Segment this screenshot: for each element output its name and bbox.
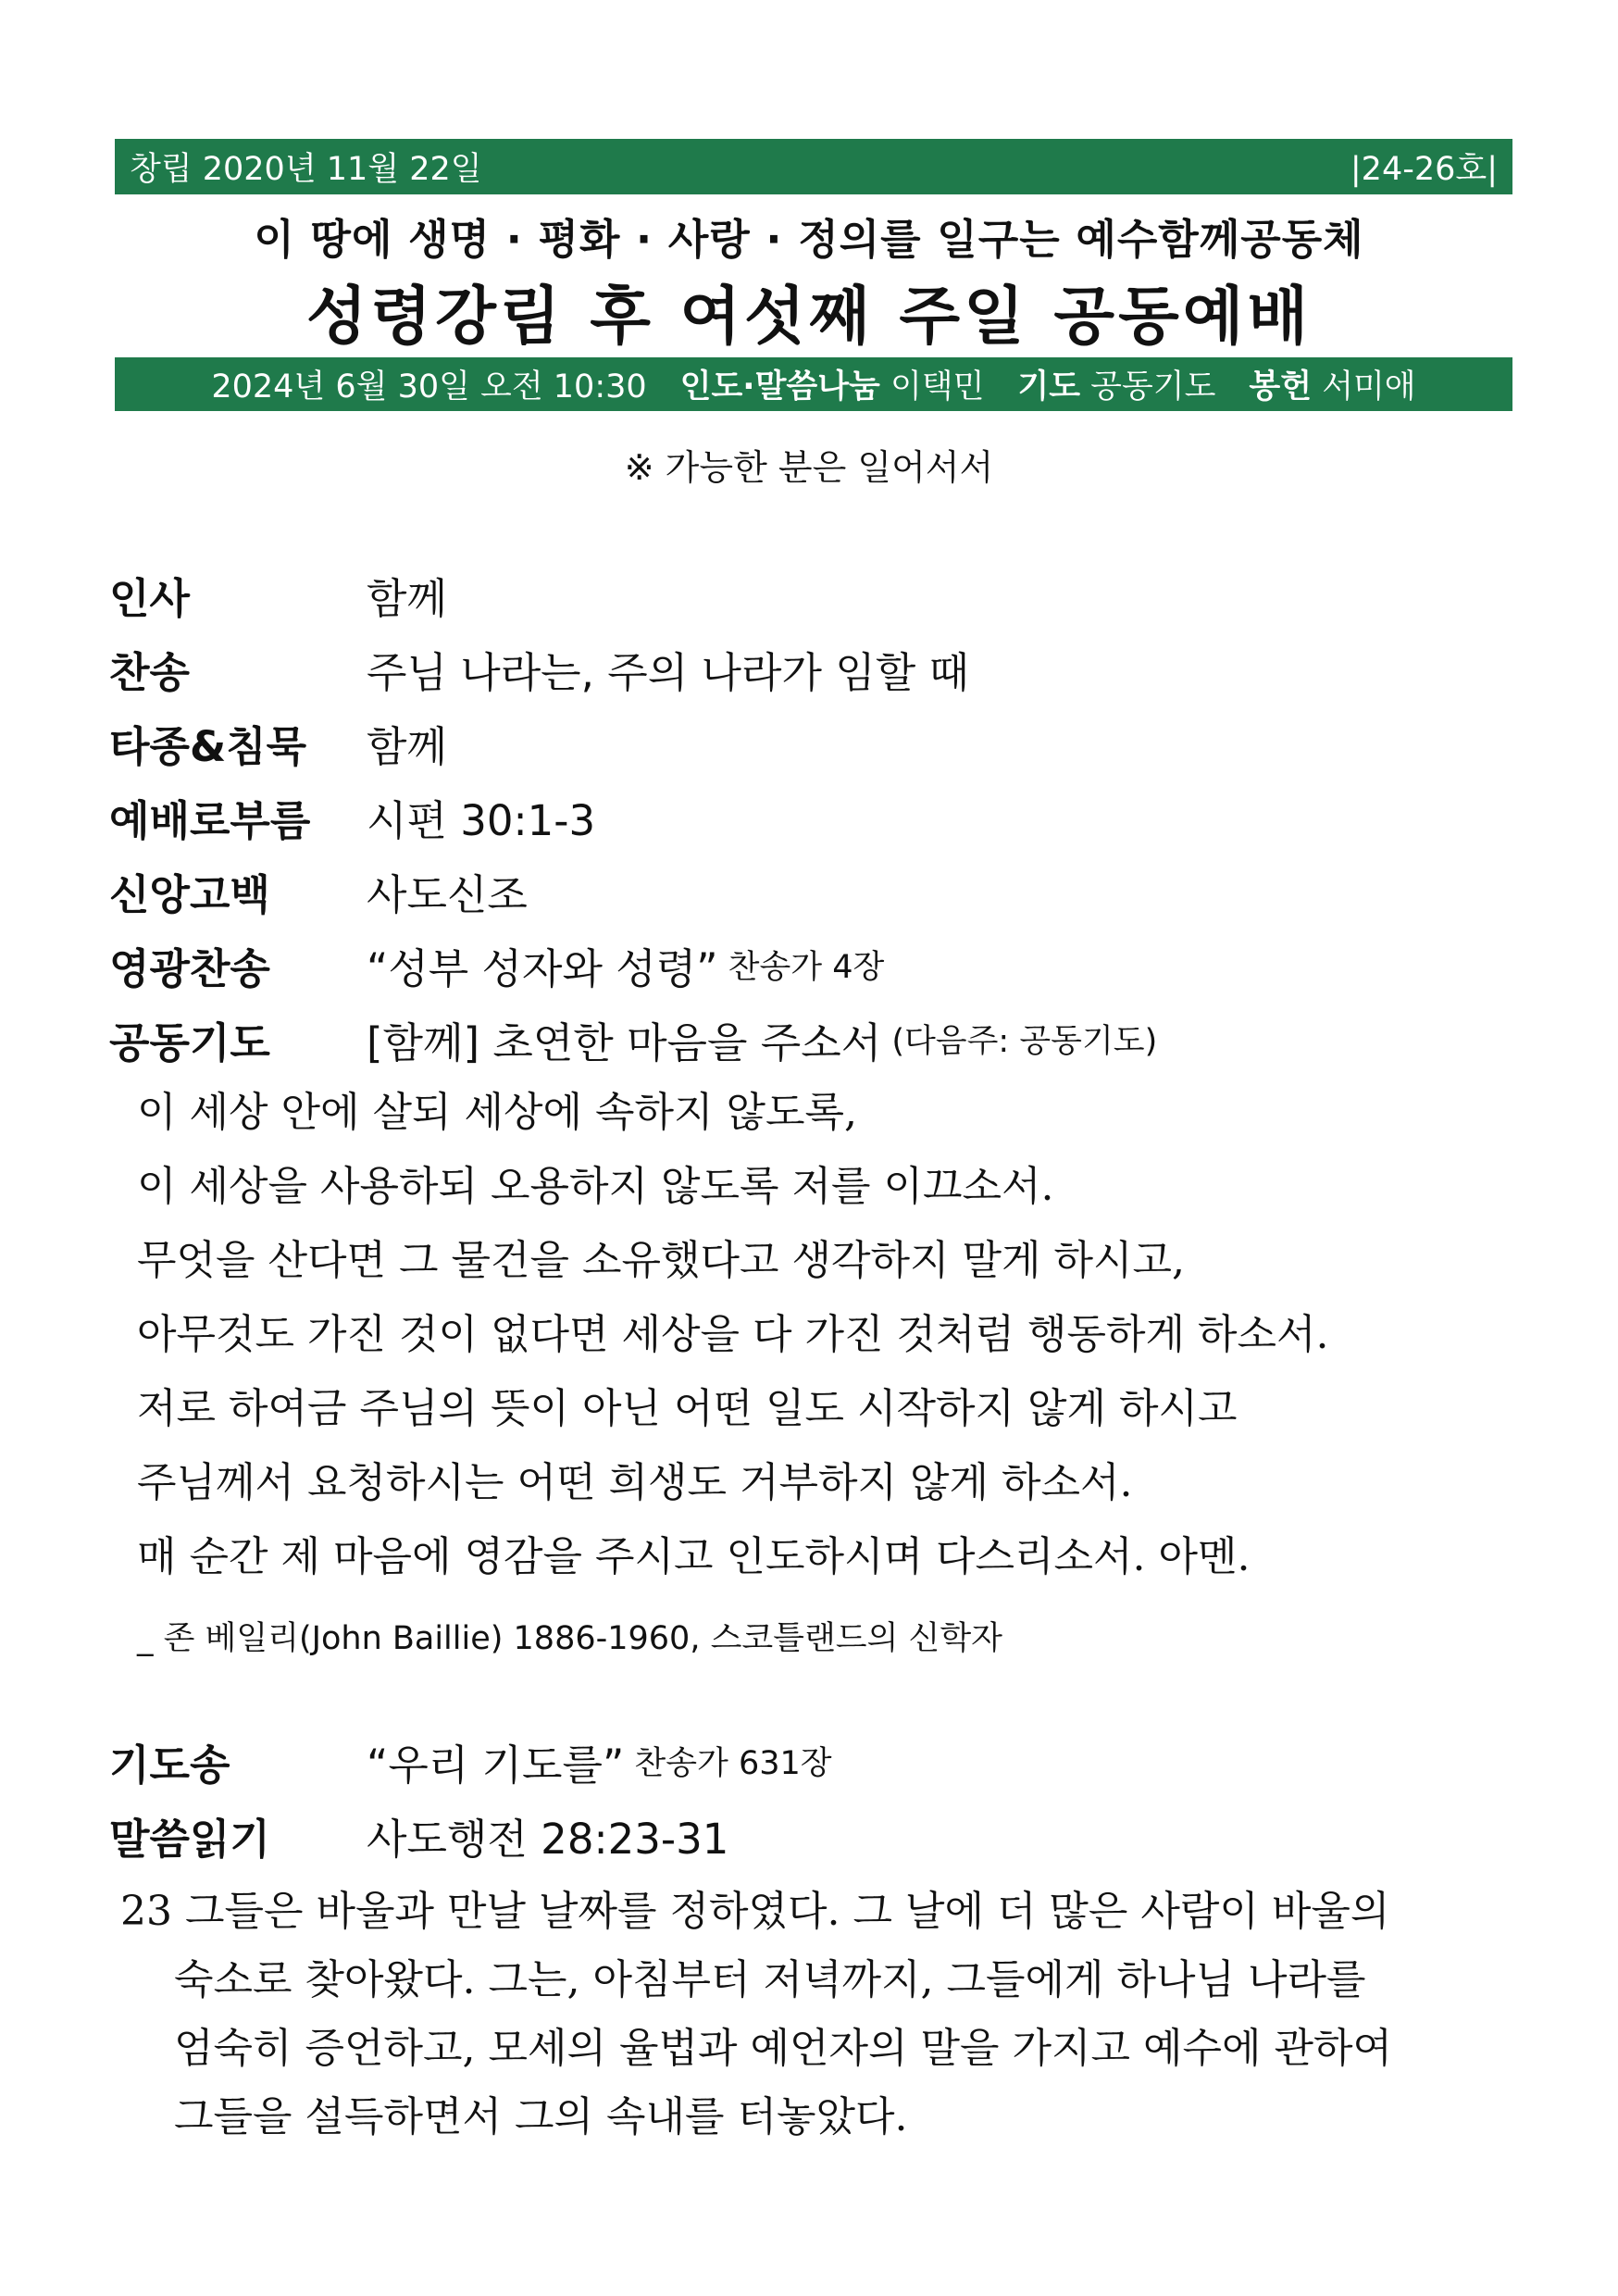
order-value: “우리 기도를”	[367, 1740, 625, 1790]
prayer-line: 이 세상 안에 살되 세상에 속하지 않도록,	[137, 1089, 857, 1136]
order-item	[109, 713, 447, 772]
order-value: 함께	[367, 721, 447, 771]
order-value: “성부 성자와 성령”	[367, 943, 718, 993]
order-item	[109, 935, 884, 994]
prayer-credit: _ 존 베일리(John Baillie) 1886-1960, 스코틀랜드의 신학자	[137, 1620, 1002, 1657]
prayer-label: 기도	[1017, 368, 1081, 406]
prayer-line: 주님께서 요청하시는 어떤 희생도 거부하지 않게 하소서.	[137, 1459, 1133, 1506]
page-title: 성령강림 후 여섯째 주일 공동예배	[305, 281, 1313, 354]
scripture-line: 엄숙히 증언하고, 모세의 율법과 예언자의 말을 가지고 예수에 관하여	[174, 2025, 1392, 2072]
prayer-name: 공동기도	[1090, 368, 1216, 406]
order-item	[109, 1009, 1157, 1068]
founded-date: 창립 2020년 11월 22일	[130, 151, 482, 188]
offering-label: 봉헌	[1249, 368, 1313, 406]
order-item	[109, 565, 447, 624]
scripture-line: 그들을 설득하면서 그의 속내를 터놓았다.	[174, 2093, 908, 2140]
standing-note: ※ 가능한 분은 일어서서	[624, 447, 994, 488]
issue-number: |24-26호|	[1350, 151, 1498, 188]
service-date-time: 2024년 6월 30일 오전 10:30	[211, 368, 647, 406]
scripture-line: 숙소로 찾아왔다. 그는, 아침부터 저녁까지, 그들에게 하나님 나라를	[174, 1956, 1366, 2003]
order-label: 찬송	[109, 647, 190, 697]
prayer-line: 이 세상을 사용하되 오용하지 않도록 저를 이끄소서.	[137, 1163, 1054, 1210]
order-value: 함께	[367, 573, 447, 623]
order-label: 예배로부름	[109, 795, 311, 845]
hymn-number: 찬송가 4장	[717, 949, 885, 986]
scripture-line: 23 그들은 바울과 만날 날짜를 정하였다. 그 날에 더 많은 사람이 바울의	[120, 1888, 1390, 1935]
order-value: 시편 30:1-3	[367, 795, 596, 845]
header-bar	[115, 139, 1512, 194]
order-label: 영광찬송	[109, 943, 270, 993]
order-value: 사도신조	[367, 869, 528, 919]
order-item	[109, 639, 969, 698]
order-item	[109, 787, 595, 846]
order-item	[109, 861, 528, 920]
order-value: 주님 나라는, 주의 나라가 임할 때	[367, 647, 969, 697]
prayer-line: 매 순간 제 마음에 영감을 주시고 인도하시며 다스리소서. 아멘.	[137, 1533, 1251, 1580]
order-item	[109, 1805, 728, 1865]
leader-name: 이택민	[890, 368, 985, 406]
order-value: 사도행전 28:23-31	[367, 1814, 729, 1864]
order-label: 인사	[109, 573, 190, 623]
order-value: [함께] 초연한 마음을 주소서	[367, 1017, 882, 1067]
order-item	[109, 1731, 832, 1791]
offering-name: 서미애	[1322, 368, 1416, 406]
prayer-line: 저로 하여금 주님의 뜻이 아닌 어떤 일도 시작하지 않게 하시고	[137, 1385, 1238, 1432]
order-label: 기도송	[109, 1740, 230, 1790]
hymn-number: 찬송가 631장	[624, 1745, 832, 1782]
prayer-line: 아무것도 가진 것이 없다면 세상을 다 가진 것처럼 행동하게 하소서.	[137, 1311, 1329, 1358]
service-info-bar	[115, 357, 1512, 411]
order-label: 말씀읽기	[109, 1814, 270, 1864]
leader-label: 인도·말씀나눔	[679, 368, 880, 406]
order-label: 신앙고백	[109, 869, 270, 919]
prayer-line: 무엇을 산다면 그 물건을 소유했다고 생각하지 말게 하시고,	[137, 1237, 1185, 1284]
next-week-note: (다음주: 공동기도)	[881, 1023, 1158, 1060]
community-subtitle: 이 땅에 생명 · 평화 · 사랑 · 정의를 일구는 예수함께공동체	[254, 215, 1364, 264]
order-label: 타종&침묵	[109, 721, 307, 771]
order-label: 공동기도	[109, 1017, 270, 1067]
